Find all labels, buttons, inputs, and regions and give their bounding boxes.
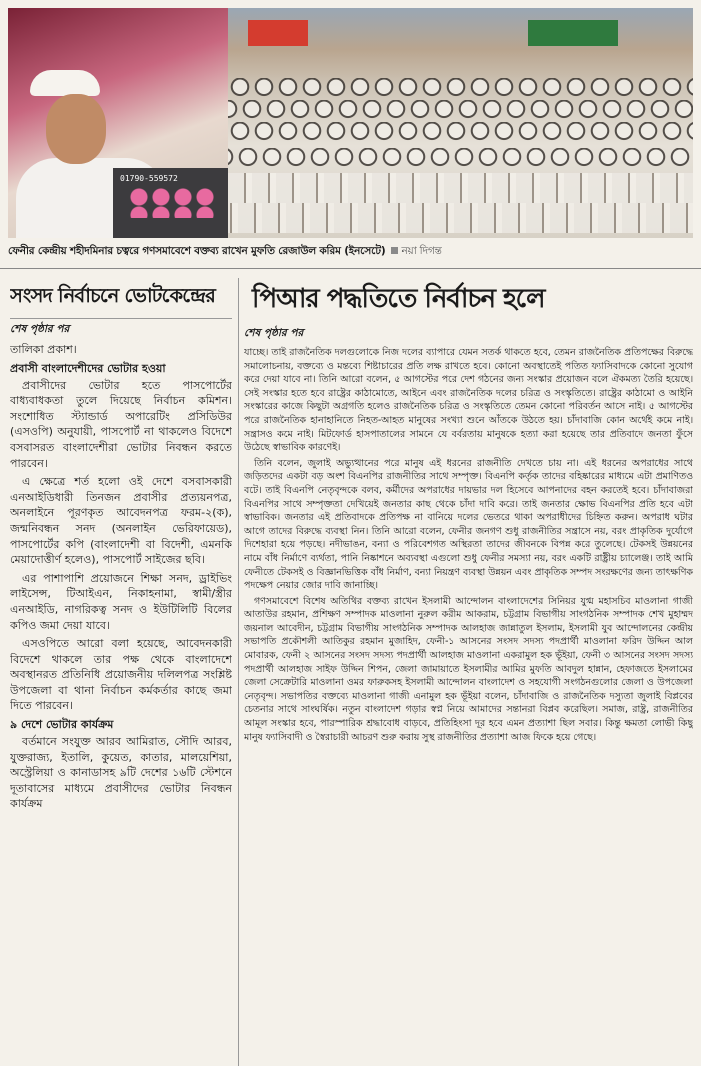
- horizontal-rule: [0, 268, 701, 269]
- paragraph: এর পাশাপাশি প্রয়োজনে শিক্ষা সনদ, ড্রাইভিং লাইসেন্স, টিআইএন, নিকাহনামা, স্বামী/স্ত্রীর এনআইডি, নাগরিকত্ব সনদ ও ইউটিলিটি বিলের কপিও জমা দেয়া যাবে।: [10, 571, 232, 632]
- speaker-face: [46, 94, 106, 164]
- subhead: ৯ দেশে ভোটার কার্যক্রম: [10, 718, 114, 732]
- continued-label: শেষ পৃষ্ঠার পর: [244, 327, 304, 339]
- crowd-row: [228, 122, 693, 144]
- paragraph: যাচ্ছে। তাই রাজনৈতিক দলগুলোকে নিজ দলের ব্যাপারে যেমন সতর্ক থাকতে হবে, তেমন রাজনৈতিক প্রতিপক্ষের বিরুদ্ধে সমালোচনায়, বক্তব্যে ও মন্তব্যে শিষ্টাচারের প্রতি লক্ষ রাখতে হবে। কোনো অবস্থাতেই পতিত ফ্যাসিবাদকে কোনো সুযোগ করে দেয়া যাবে না। তিনি আরো বলেন, ৫ আগস্টের পরে দেশ গঠনের জন্য সংস্কার প্রয়োজন বলে ঐকমত্য তৈরি হয়েছে। সেই সংস্কার হতে হবে রাষ্ট্রের কাঠামোতে, আইনে এবং রাজনৈতিক দলের চরিত্র ও সংস্কৃতিতে। রাষ্ট্রের কাঠামো ও আইনি সংস্কারের কাজে কিছুটা অগ্রগতি হলেও রাজনৈতিক চরিত্র ও সংস্কৃতিতে তেমন কোনো পরিবর্তন আসে নাই। ৫ আগস্টের পরে রাজনৈতিক হানাহানিতে নিহত-আহত মানুষের সংখ্যা শুনে আঁতকে উঠতে হয়। চাঁদাবাজি কোন অর্থেই কমে নাই। সন্ত্রাসও কমে নাই। মিটফোর্ড হাসপাতালের সামনে যে বর্বরতায় মানুষকে হত্যা করা হয়েছে তার প্রতিবাদে জনতা ফুঁসে উঠেছে স্বাভাবিক কারণেই।: [244, 347, 693, 454]
- photo-caption: [8, 244, 693, 261]
- speaker-cap: [30, 70, 100, 96]
- right-article: [244, 278, 693, 1066]
- left-headline: সংসদ নির্বাচনে ভোটকেন্দ্রের: [10, 282, 232, 319]
- caption-text: ফেনীর কেন্দ্রীয় শহীদমিনার চত্বরে গণসমাবেশে বক্তব্য রাখেন মুফতি রেজাউল করিম (ইনসেটে): [8, 245, 386, 257]
- crowd-row: [228, 148, 693, 170]
- podium-phone-number: 01790-559572: [120, 174, 178, 183]
- inset-photo-speaker: [8, 8, 228, 238]
- source-square-icon: [391, 247, 398, 254]
- crowd-row: [228, 203, 693, 233]
- rally-banner: [248, 20, 308, 46]
- column-divider: [238, 278, 239, 1066]
- paragraph: প্রবাসীদের ভোটার হতে পাসপোর্টের বাধ্যবাধকতা তুলে দিয়েছে নির্বাচন কমিশন। সংশোধিত স্ট্যান্ডার্ড অপারেটিং প্রসিডিউর (এসওপি) অনুযায়ী, পাসপোর্ট না থাকলেও বিদেশে বসবাসরত বাংলাদেশীরা ভোটার নিবন্ধন করতে পারবেন।: [10, 378, 232, 470]
- rally-crowd-photo: [228, 8, 693, 238]
- crowd-row: [228, 173, 693, 203]
- paragraph: গণসমাবেশে বিশেষ অতিথির বক্তব্য রাখেন ইসলামী আন্দোলন বাংলাদেশের সিনিয়র যুগ্ম মহাসচিব মাওলানা গাজী আতাউর রহমান, প্রশিক্ষণ সম্পাদক মাওলানা নুরুল করীম আকরাম, চট্টগ্রাম বিভাগীয় সাংগঠনিক সম্পাদক শেখ মুহাম্মদ জয়নাল আবেদীন, চট্টগ্রাম বিভাগীয় সাংগঠনিক সম্পাদক আলহাজ জান্নাতুল ইসলাম, ইসলামী যুব আন্দোলনের কেন্দ্রীয় সভাপতি প্রকৌশলী আতিকুর রহমান মুজাহিদ, ফেনী-১ আসনের সংসদ সদস্য পদপ্রার্থী মাওলানা ফরিদ উদ্দিন আল মোবারক, ফেনী ২ আসনের সংসদ সদস্য পদপ্রার্থী আলহাজ মাওলানা একরামুল হক ভূঁইয়া, ফেনী ৩ আসনের সংসদ সদস্য পদপ্রার্থী আলহাজ সাইফ উদ্দিন শিপন, জেলা জামায়াতে ইসলামীর আমির মুফতি আবদুল হান্নান, হেফাজতে ইসলামের জেলা সেক্রেটারি মাওলানা ওমর ফারুকসহ ইসলামী আন্দোলন বাংলাদেশ ও সহযোগী সংগঠনগুলোর জেলা ও উপজেলা নেতৃবৃন্দ। সভাপতির বক্তব্যে মাওলানা গাজী এনামুল হক ভূঁইয়া বলেন, চাঁদাবাজি ও রাজনৈতিক দস্যুতা জুলাই বিপ্লবের চেতনার সাথে সাংঘর্ষিক। নতুন বাংলাদেশ গড়ার স্বপ্ন নিয়ে আমাদের সন্তানরা বিপ্লব করেছিল। সমাজ, রাষ্ট্র, রাজনীতির আমূল সংস্কার হবে, পারস্পারিক শ্রদ্ধাবোধ বাড়বে, প্রতিহিংসা দূর হবে এমন প্রত্যাশা ছিল সবার। কিন্তু ক্ষমতা লোভী কিছু মানুষ ফ্যাসিবাদী ও স্বৈরাচারী আচরণ শুরু করায় সুস্থ রাজনীতির প্রত্যাশা আজ ফিকে হয়ে গেছে।: [244, 595, 693, 743]
- paragraph: এসওপিতে আরো বলা হয়েছে, আবেদনকারী বিদেশে থাকলে তার পক্ষ থেকে বাংলাদেশে অবস্থানরত প্রতিনিধি প্রয়োজনীয় দলিলপত্র সংশ্লিষ্ট উপজেলা বা থানা নির্বাচন কর্মকর্তার কাছে জমা দিতে পারবেন।: [10, 637, 232, 713]
- paragraph: বর্তমানে সংযুক্ত আরব আমিরাত, সৌদি আরব, যুক্তরাজ্য, ইতালি, কুয়েত, কাতার, মালয়েশিয়া, অস্ট্রেলিয়া ও কানাডাসহ ৯টি দেশের ১৬টি স্টেশনে দূতাবাসের মাধ্যমে প্রবাসীদের ভোটার নিবন্ধন কার্যক্রম: [10, 735, 232, 811]
- podium-flowers: [128, 188, 218, 218]
- lead-text: তালিকা প্রকাশ।: [10, 343, 77, 356]
- subhead: প্রবাসী বাংলাদেশীদের ভোটার হওয়া: [10, 361, 166, 375]
- rally-banner: [528, 20, 618, 46]
- right-headline: পিআর পদ্ধতিতে নির্বাচন হলে: [252, 284, 545, 314]
- paragraph: তিনি বলেন, জুলাই অভ্যুত্থানের পরে মানুষ এই ধরনের রাজনীতি দেখতে চায় না। এই ধরনের অপরাধের সাথে জড়িতদের একটা বড় অংশ বিএনপির রাজনীতির সাথে সম্পৃক্ত। বিএনপি কর্তৃক তাদের বহিষ্কারের মাধ্যমে এটা প্রমাণিতও বটে। তাই বিএনপি নেতৃবৃন্দকে বলব, কর্মীদের অপরাধের দায়ভার দল হিসেবে আপনাদের বহন করতেই হবে। চাঁদাবাজরা বিএনপির সাথে সম্পৃক্ততা দেখিয়েই জনতার কাছ থেকে চাঁদা দাবি করে। তাই জনতার ক্ষোভ বিএনপির প্রতি হবে এটা স্বাভাবিক। জনতার এই প্রতিবাদকে প্রতিপক্ষ না বানিয়ে দলের ভেতরে থাকা অপরাধীদের চিহ্নিত করুন। অপরাধ ঘটার আগে তাদের বিরুদ্ধে ব্যবস্থা নিন। তিনি আরো বলেন, ফেনীর জনগণ শুধু রাজনীতির সন্ত্রাসে নয়, বরং প্রাকৃতিক দুর্যোগে দিশেহারা হয়ে পড়ছে। নদীভাঙন, বন্যা ও পরিবেশগত অস্থিরতা তাদের জীবনকে বিপন্ন করে তুলেছে। টেকসই উন্নয়নের নামে বাঁধ নির্মাণে ব্যর্থতা, পানি নিষ্কাশনে অব্যবস্থা এগুলো শুধু ফেনীর সমস্যা নয়, বরং একটি রাষ্ট্রীয় চ্যালেঞ্জ। তাই আমি ফেনীতে টেকসই ও বিজ্ঞানভিত্তিক বাঁধ নির্মাণ, বন্যা নিয়ন্ত্রণ ব্যবস্থা উন্নয়ন এবং প্রাকৃতিক সম্পদ সংরক্ষণের জন্য তাৎক্ষণিক পদক্ষেপ নেয়ার জোর দাবি জানাচ্ছি।: [244, 457, 693, 592]
- caption-source: নয়া দিগন্ত: [401, 245, 442, 257]
- paragraph: এ ক্ষেত্রে শর্ত হলো ওই দেশে বসবাসকারী এনআইডিধারী তিনজন প্রবাসীর প্রত্যয়নপত্র, অনলাইনে পূরণকৃত আবেদনপত্র ফরম-২(ক), জন্মনিবন্ধন সনদ (অনলাইন ভেরিফায়েড), পাসপোর্টের কপি (বাংলাদেশী বা বিদেশী, এমনকি মেয়াদোত্তীর্ণ হলেও), পাসপোর্ট সাইজের ছবি।: [10, 475, 232, 567]
- crowd-row: [228, 78, 693, 100]
- crowd-row: [228, 100, 693, 122]
- continued-label: শেষ পৃষ্ঠার পর: [10, 323, 70, 335]
- left-article: [10, 278, 232, 1066]
